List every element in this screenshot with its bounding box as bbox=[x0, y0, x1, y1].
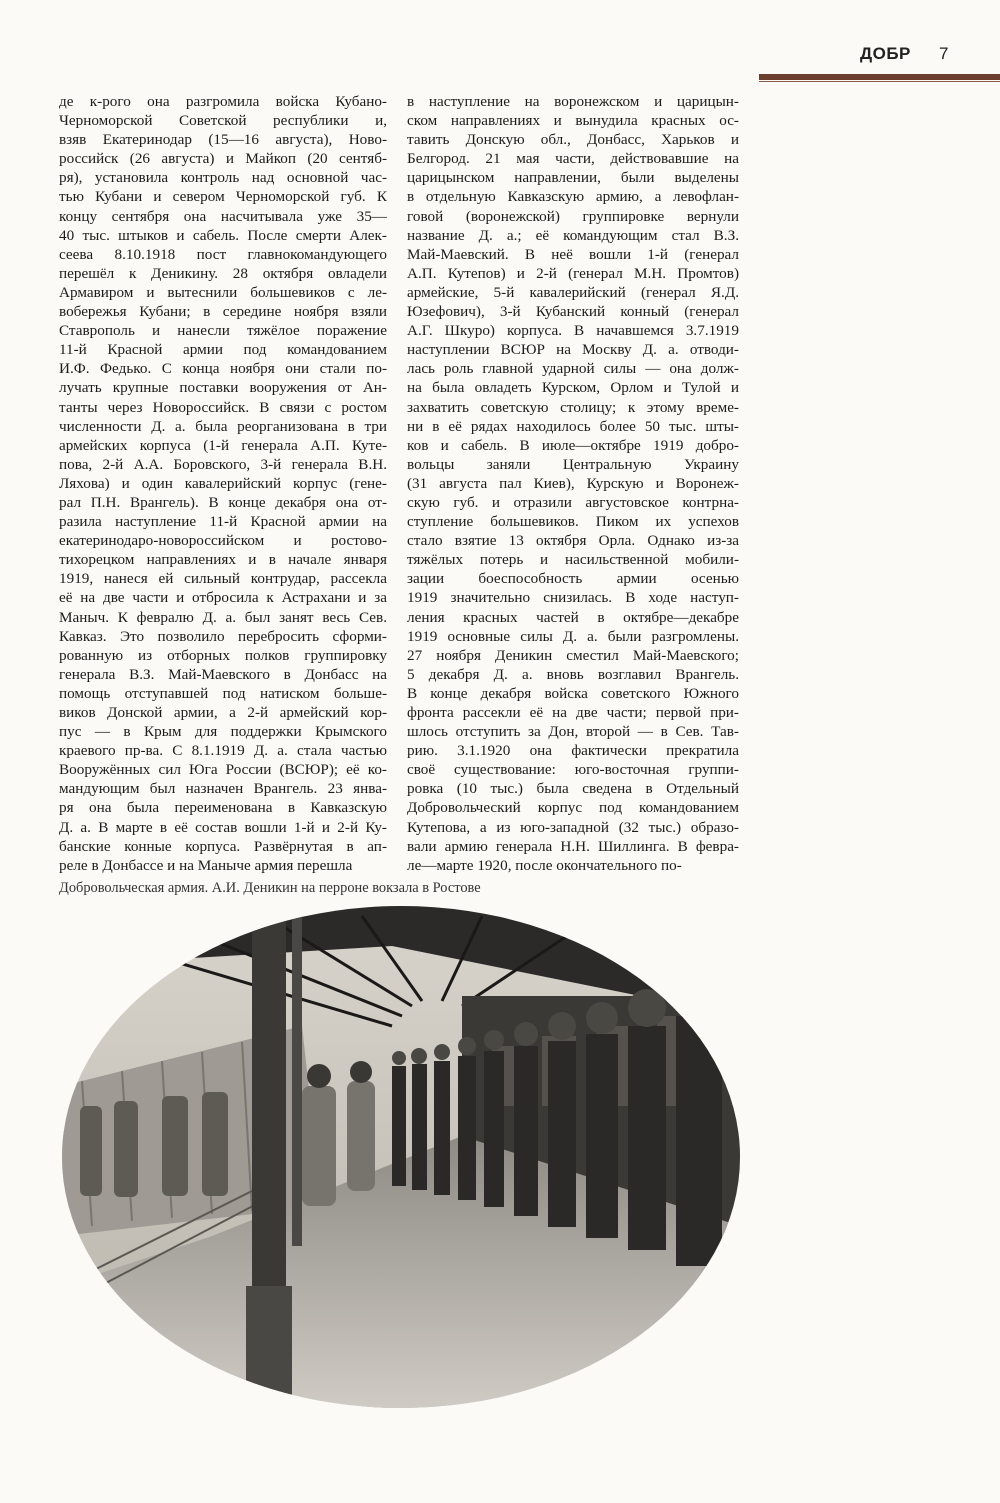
text-line: вольцы заняли Центральную Украину bbox=[407, 455, 739, 473]
text-line: стало взятие 13 октября Орла. Однако из-за bbox=[407, 532, 739, 550]
text-line: зации боеспособность армии осенью bbox=[407, 570, 739, 588]
text-line: Кавказ. Это позволило перебросить сформи- bbox=[59, 627, 387, 645]
text-line: своё существование: юго-восточная группи- bbox=[407, 761, 739, 779]
text-line: 27 ноября Деникин сместил Май-Маевского; bbox=[407, 646, 739, 664]
text-line: в наступление на воронежском и царицын- bbox=[407, 93, 739, 110]
text-line: наступлении ВСЮР на Москву Д. а. отводи- bbox=[407, 341, 739, 359]
text-line: вобережья Кубани; в середине ноября взяли bbox=[59, 303, 387, 321]
text-line: 5 декабря Д. а. вновь возглавил Врангель. bbox=[407, 665, 739, 683]
text-line: реле в Донбассе и на Маныче армия перешла bbox=[59, 856, 353, 874]
text-line: лучать крупные поставки вооружения от Ан- bbox=[59, 379, 387, 397]
text-line: рованную из отборных полков группировку bbox=[59, 646, 387, 664]
header-rule bbox=[759, 74, 1000, 80]
text-line: концу сентября она насчитывала уже 35— bbox=[59, 207, 387, 225]
text-line: ступление большевиков. Пиком их успехов bbox=[407, 513, 739, 531]
text-line: пова, 2-й А.А. Боровского, 3-й генерала В.Н. bbox=[59, 455, 387, 473]
text-line: сеева 8.10.1918 пост главнокомандующего bbox=[59, 245, 387, 263]
text-line: перешёл к Деникину. 28 октября овладели bbox=[59, 264, 387, 282]
text-line: тяжёлых потерь и насильственной мобили- bbox=[407, 551, 739, 569]
text-line: 1919 основные силы Д. а. были разгромлены. bbox=[407, 627, 739, 645]
text-line: А.Г. Шкуро) корпуса. В начавшемся 3.7.1919 bbox=[407, 322, 739, 340]
text-line: Кутепова, а из юго-западной (32 тыс.) образо- bbox=[407, 818, 739, 836]
text-line: Д. а. В марте в её состав вошли 1-й и 2-й Ку- bbox=[59, 818, 387, 836]
text-line: ков и сабель. В июле—октябре 1919 добро- bbox=[407, 436, 739, 454]
text-line: на была овладеть Курском, Орлом и Тулой и bbox=[407, 379, 739, 397]
left-text-column bbox=[59, 92, 387, 875]
text-line: Добровольческий корпус под командованием bbox=[407, 799, 739, 817]
text-line: Май-Маевский. В неё вошли 1-й (генерал bbox=[407, 245, 739, 263]
text-line: генерала В.З. Май-Маевского в Донбасс на bbox=[59, 665, 387, 683]
text-line: 11-й Красной армии под командованием bbox=[59, 341, 387, 359]
text-line: рию. 3.1.1920 она фактически прекратила bbox=[407, 742, 739, 760]
text-line: 1919 значительно снизилась. В ходе наступ- bbox=[407, 589, 739, 607]
text-line: Черноморской Советской республики и, bbox=[59, 112, 387, 130]
right-text-column bbox=[407, 92, 739, 875]
text-line: ления красных частей в октябре—декабре bbox=[407, 608, 739, 626]
text-line: ровка (10 тыс.) была сведена в Отдельный bbox=[407, 780, 739, 798]
text-line: И.Ф. Федько. С конца ноября они стали по- bbox=[59, 360, 387, 378]
text-line: (31 августа пал Киев), Курскую и Воронеж- bbox=[407, 474, 739, 492]
text-line: 40 тыс. штыков и сабель. После смерти Алек- bbox=[59, 226, 387, 244]
text-line: ря она была переименована в Кавказскую bbox=[59, 799, 387, 817]
text-line: ле—марте 1920, после окончательного по- bbox=[407, 856, 682, 874]
text-line: ни в её рядах находилось более 50 тыс. шты- bbox=[407, 417, 739, 435]
text-line: Ставрополь и нанесли тяжёлое поражение bbox=[59, 322, 387, 340]
text-line: мандующим был назначен Врангель. 23 янва- bbox=[59, 780, 387, 798]
text-line: скую губ. и отразили августовское контрна- bbox=[407, 493, 739, 511]
text-line: армейские, 5-й кавалерийский (генерал Я.Д. bbox=[407, 283, 739, 301]
text-line: банские конные корпуса. Развёрнутая в ап- bbox=[59, 837, 387, 855]
text-line: взяв Екатеринодар (15—16 августа), Ново- bbox=[59, 131, 387, 149]
text-line: Ляхова) и один кавалерийский корпус (гене- bbox=[59, 474, 387, 492]
text-line: тихорецком направлениях и в начале января bbox=[59, 551, 387, 569]
page-number: 7 bbox=[939, 44, 949, 63]
text-line: краевого пр-ва. С 8.1.1919 Д. а. стала частью bbox=[59, 742, 387, 760]
text-line: Маныч. К февралю Д. а. был занят весь Сев. bbox=[59, 608, 387, 626]
text-line: численности Д. а. была реорганизована в три bbox=[59, 417, 387, 435]
text-line: В конце декабря войска советского Южного bbox=[407, 684, 739, 702]
text-line: захватить советскую столицу; к этому време- bbox=[407, 398, 739, 416]
text-line: Белгород. 21 мая части, действовавшие на bbox=[407, 150, 739, 168]
photo-caption: Добровольческая армия. А.И. Деникин на перроне вокзала в Ростове bbox=[59, 880, 481, 896]
text-line: ском направлениях и вынудила красных ос- bbox=[407, 112, 739, 130]
text-line: тавить Донскую обл., Донбасс, Харьков и bbox=[407, 131, 739, 149]
text-line: российск (26 августа) и Майкоп (20 сентяб- bbox=[59, 150, 387, 168]
text-line: царицынском направлении, были выделены bbox=[407, 169, 739, 187]
text-line: екатеринодаро-новороссийском и ростово- bbox=[59, 532, 387, 550]
text-line: армейских корпуса (1-й генерала А.П. Куте- bbox=[59, 436, 387, 454]
text-line: говой (воронежской) группировке вернули bbox=[407, 207, 739, 225]
text-line: виков Донской армии, а 2-й армейский кор- bbox=[59, 704, 387, 721]
text-line: название Д. а.; её командующим стал В.З. bbox=[407, 226, 739, 244]
text-line: фронта рассекли её на две части; первой при- bbox=[407, 704, 739, 721]
text-line: помощь отступавшей под натиском больше- bbox=[59, 684, 387, 702]
text-line: тью Кубани и севером Черноморской губ. К bbox=[59, 188, 387, 206]
text-line: вали армию генерала Н.Н. Шиллинга. В февра- bbox=[407, 837, 739, 855]
text-line: де к-рого она разгромила войска Кубано- bbox=[59, 93, 387, 110]
text-line: Юзефович), 3-й Кубанский конный (генерал bbox=[407, 303, 739, 321]
text-line: пус — в Крым для поддержки Крымского bbox=[59, 723, 387, 741]
text-line: в отдельную Кавказскую армию, а левофлан- bbox=[407, 188, 739, 206]
running-head: ДОБР bbox=[860, 44, 911, 63]
text-line: шлось отступить за Дон, второй — в Сев. Тав- bbox=[407, 723, 739, 741]
text-line: Вооружённых сил Юга России (ВСЮР); её ко- bbox=[59, 761, 387, 779]
text-line: её на две части и отбросила к Астрахани и за bbox=[59, 589, 387, 607]
text-line: рал П.Н. Врангель). В конце декабря она от- bbox=[59, 493, 387, 511]
text-line: разила наступление 11-й Красной армии на bbox=[59, 513, 387, 531]
text-line: 1919, нанеся ей сильный контрудар, рассекла bbox=[59, 570, 387, 588]
text-line: А.П. Кутепов) и 2-й (генерал М.Н. Промтов) bbox=[407, 264, 739, 282]
text-line: танты через Новороссийск. В связи с ростом bbox=[59, 398, 387, 416]
text-line: Армавиром и вытеснили большевиков с ле- bbox=[59, 283, 387, 301]
text-line: лась роль главной ударной силы — она долж- bbox=[407, 360, 739, 378]
text-line: ря), установила контроль над основной час- bbox=[59, 169, 387, 187]
photo-denikin-rostov-station bbox=[62, 906, 740, 1408]
